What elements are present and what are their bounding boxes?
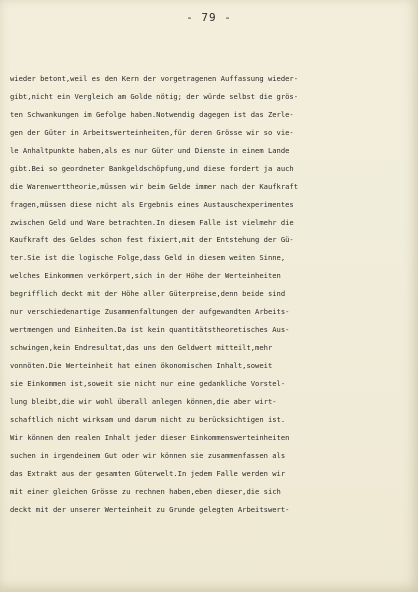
text-line: zwischen Geld und Ware betrachten.In diesem Falle ist vielmehr die bbox=[10, 217, 294, 227]
text-line: schaftlich nicht wirksam und darum nicht zu berücksichtigen ist. bbox=[10, 414, 286, 424]
text-line: vonnöten.Die Werteinheit hat einen ökonomischen Inhalt,soweit bbox=[10, 361, 273, 370]
text-line: ter.Sie ist die logische Folge,dass Geld in diesem weiten Sinne, bbox=[10, 253, 286, 263]
text-line: mit einer gleichen Grösse zu rechnen haben,eben dieser,die sich bbox=[10, 486, 281, 496]
text-line: deckt mit der unserer Werteinheit zu Grunde gelegten Arbeitswert- bbox=[10, 504, 290, 514]
body-text bbox=[10, 70, 414, 518]
text-line: fragen,müssen diese nicht als Ergebnis eines Austauschexperimentes bbox=[10, 199, 294, 209]
text-line: schwingen,kein Endresultat,das uns den Geldwert mitteilt,mehr bbox=[10, 343, 273, 353]
text-line: gibt,nicht ein Vergleich am Golde nötig; der würde selbst die grös- bbox=[10, 91, 299, 101]
text-line: suchen in irgendeinem Gut oder wir können sie zusammenfassen als bbox=[10, 450, 286, 460]
text-line: Wir können den realen Inhalt jeder dieser Einkommenswerteinheiten bbox=[10, 432, 290, 442]
page-number: - 79 - bbox=[186, 11, 232, 24]
text-line: wertmengen und Einheiten.Da ist kein quantitätstheoretisches Aus- bbox=[10, 325, 290, 335]
text-line: das Extrakt aus der gesamten Güterwelt.In jedem Falle werden wir bbox=[10, 468, 286, 478]
text-line: sie Einkommen ist,soweit sie nicht nur eine gedankliche Vorstel- bbox=[10, 378, 286, 388]
text-line: nur verschiedenartige Zusammenfaltungen der aufgewandten Arbeits- bbox=[10, 307, 290, 317]
text-line: begrifflich deckt mit der Höhe aller Güterpreise,denn beide sind bbox=[10, 289, 286, 299]
text-line: gibt.Bei so geordneter Bankgeldschöpfung,und diese fordert ja auch bbox=[10, 163, 294, 173]
text-line: die Warenwerttheorie,müssen wir beim Gelde immer nach der Kaufkraft bbox=[10, 181, 299, 191]
text-line: Kaufkraft des Geldes schon fest fixiert,mit der Entstehung der Gü- bbox=[10, 235, 294, 245]
text-line: le Anhaltpunkte haben,als es nur Güter und Dienste in einem Lande bbox=[10, 145, 290, 155]
text-line: gen der Güter in Arbeitswerteinheiten,für deren Grösse wir so vie- bbox=[10, 127, 294, 137]
text-line: welches Einkommen verkörpert,sich in der Höhe der Werteinheiten bbox=[10, 271, 281, 281]
text-line: lung bleibt,die wir wohl überall anlegen können,die aber wirt- bbox=[10, 396, 277, 406]
text-line: ten Schwankungen im Gefolge haben.Notwendig dagegen ist das Zerle- bbox=[10, 109, 294, 119]
text-line: wieder betont,weil es den Kern der vorgetragenen Auffassung wieder- bbox=[10, 74, 299, 83]
